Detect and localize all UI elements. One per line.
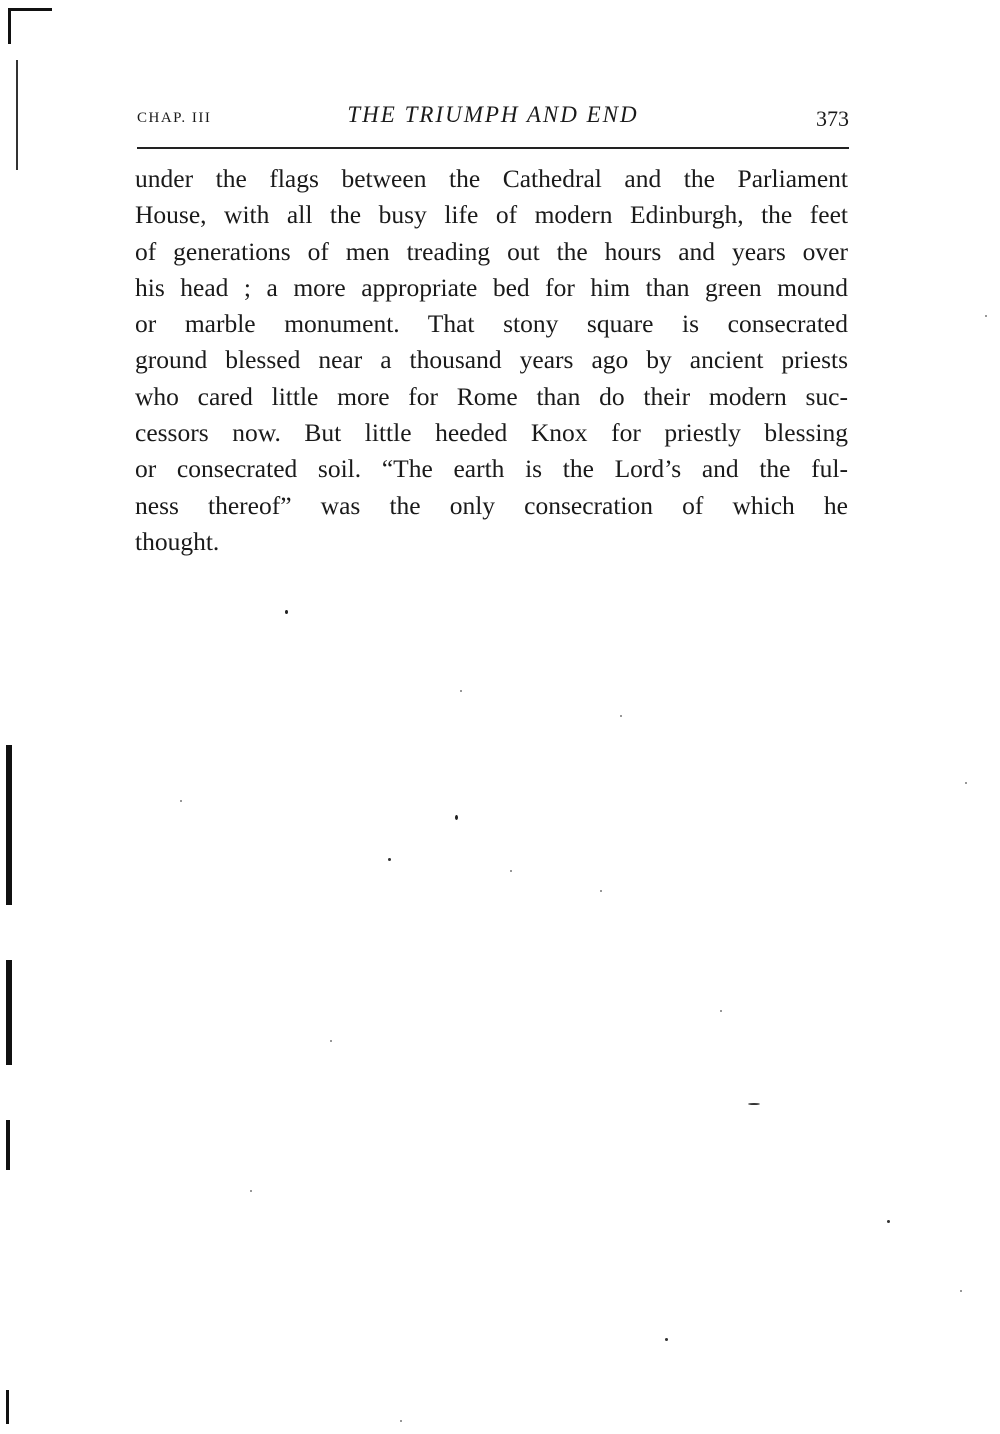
scan-speck (665, 1338, 668, 1341)
body-line: of generations of men treading out the hours and years over (135, 236, 848, 266)
scan-corner-mark-left (8, 8, 11, 44)
scan-speck (330, 1040, 332, 1042)
body-line-last: thought. (135, 526, 220, 556)
body-line: who cared little more for Rome than do their modern suc- (135, 381, 848, 411)
scan-edge-mark-4 (6, 1120, 10, 1170)
header-rule (137, 147, 849, 149)
scan-speck (510, 870, 512, 872)
scan-edge-mark-3 (6, 960, 12, 1065)
scan-speck (887, 1220, 890, 1223)
body-line: or marble monument. That stony square is consecrated (135, 309, 848, 339)
scan-speck (600, 890, 602, 892)
running-title: THE TRIUMPH AND END (347, 102, 639, 127)
scan-speck (460, 690, 462, 692)
body-line: ground blessed near a thousand years ago by ancient priests (135, 345, 848, 375)
running-header (137, 102, 849, 138)
scan-speck (620, 715, 622, 717)
scan-speck (285, 610, 288, 614)
scan-speck (250, 1190, 252, 1192)
body-line: ness thereof” was the only consecration of which he (135, 490, 848, 520)
scan-speck (388, 858, 391, 861)
scan-corner-mark-top (8, 8, 52, 11)
scan-speck (960, 1290, 962, 1292)
body-line: or consecrated soil. “The earth is the Lord’s and the ful- (135, 454, 848, 484)
scan-edge-mark-5 (6, 1390, 9, 1424)
body-line: his head ; a more appropriate bed for him than green mound (135, 272, 848, 302)
body-paragraph (135, 161, 848, 560)
scan-speck (748, 1103, 760, 1105)
scan-edge-mark-1 (16, 60, 18, 170)
body-line: cessors now. But little heeded Knox for priestly blessing (135, 418, 848, 448)
scan-speck (720, 1010, 722, 1012)
scan-speck (400, 1420, 402, 1422)
scan-speck (180, 800, 182, 802)
scan-edge-mark-2 (6, 745, 12, 905)
chapter-label: CHAP. III (137, 110, 212, 126)
scan-speck (985, 315, 987, 317)
body-line: under the flags between the Cathedral and the Parliament (135, 164, 848, 193)
scan-speck (455, 815, 458, 820)
body-line: House, with all the busy life of modern Edinburgh, the feet (135, 200, 848, 230)
page-number: 373 (816, 106, 849, 131)
scan-speck (965, 782, 967, 784)
